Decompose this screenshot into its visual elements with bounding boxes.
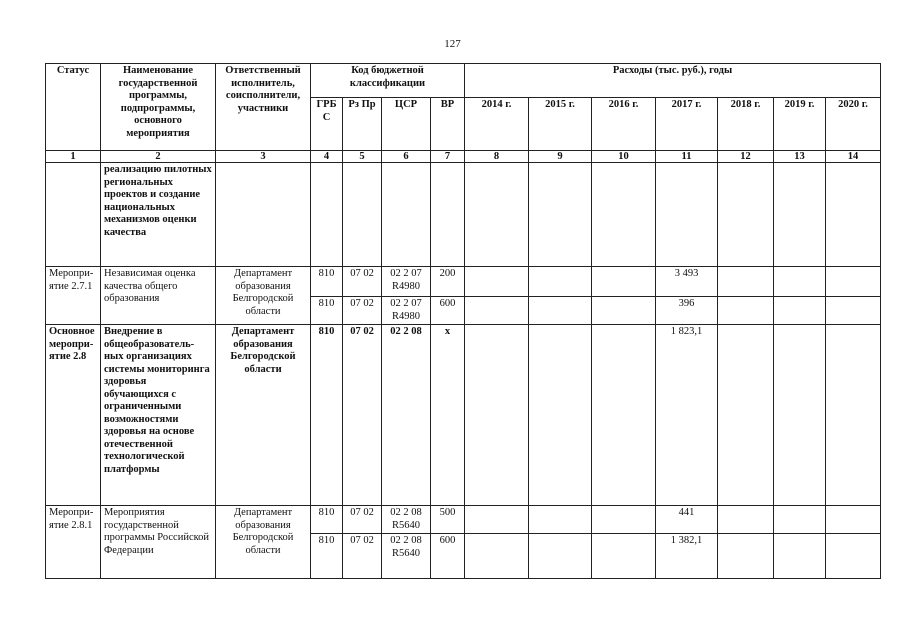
header-year: 2016 г. bbox=[592, 98, 656, 151]
table-row-m271-a bbox=[46, 267, 881, 297]
header-expenses: Расходы (тыс. руб.), годы bbox=[465, 64, 881, 98]
cell-vr: 200 bbox=[431, 267, 465, 297]
page-number: 127 bbox=[444, 38, 461, 50]
row-responsible: Департамент образования Белгородской области bbox=[216, 267, 311, 325]
cell-vr: х bbox=[431, 325, 465, 506]
cell-csr: 02 2 07 R4980 bbox=[382, 267, 431, 297]
header-name: Наименование государственной программы, подпрограммы, основного мероприятия bbox=[101, 64, 216, 151]
header-year: 2015 г. bbox=[529, 98, 592, 151]
header-vr: ВР bbox=[431, 98, 465, 151]
col-number: 4 bbox=[311, 151, 343, 163]
row-name: реализацию пилотных региональных проектов и создание национальных механизмов оценки качества bbox=[101, 163, 216, 267]
header-year: 2018 г. bbox=[718, 98, 774, 151]
header-year: 2014 г. bbox=[465, 98, 529, 151]
col-number: 2 bbox=[101, 151, 216, 163]
cell-grbs: 810 bbox=[311, 325, 343, 506]
col-number: 9 bbox=[529, 151, 592, 163]
cell-csr: 02 2 08 R5640 bbox=[382, 506, 431, 534]
cell-vr: 500 bbox=[431, 506, 465, 534]
header-grbs: ГРБ С bbox=[311, 98, 343, 151]
row-responsible: Департамент образования Белгородской области bbox=[216, 506, 311, 579]
cell-grbs: 810 bbox=[311, 534, 343, 579]
cell-csr: 02 2 07 R4980 bbox=[382, 297, 431, 325]
header-rzpr: Рз Пр bbox=[343, 98, 382, 151]
col-number: 13 bbox=[774, 151, 826, 163]
cell-2017: 3 493 bbox=[656, 267, 718, 297]
col-number: 6 bbox=[382, 151, 431, 163]
row-status: Меропри- ятие 2.7.1 bbox=[46, 267, 101, 325]
header-year: 2017 г. bbox=[656, 98, 718, 151]
header-status: Статус bbox=[46, 64, 101, 151]
header-year: 2020 г. bbox=[826, 98, 881, 151]
cell-grbs: 810 bbox=[311, 267, 343, 297]
cell-rzpr: 07 02 bbox=[343, 325, 382, 506]
header-row-1 bbox=[46, 64, 881, 98]
col-number: 14 bbox=[826, 151, 881, 163]
row-name: Мероприятия государственной программы Российской Федерации bbox=[101, 506, 216, 579]
header-year: 2019 г. bbox=[774, 98, 826, 151]
cell-2017: 441 bbox=[656, 506, 718, 534]
cell-rzpr: 07 02 bbox=[343, 267, 382, 297]
cell-2017: 1 382,1 bbox=[656, 534, 718, 579]
cell-grbs: 810 bbox=[311, 297, 343, 325]
cell-2017: 396 bbox=[656, 297, 718, 325]
cell-rzpr: 07 02 bbox=[343, 506, 382, 534]
col-number: 11 bbox=[656, 151, 718, 163]
table-row-m281-a bbox=[46, 506, 881, 534]
cell-csr: 02 2 08 R5640 bbox=[382, 534, 431, 579]
col-number: 5 bbox=[343, 151, 382, 163]
col-number: 3 bbox=[216, 151, 311, 163]
header-csr: ЦСР bbox=[382, 98, 431, 151]
cell-rzpr: 07 02 bbox=[343, 297, 382, 325]
cell-vr: 600 bbox=[431, 297, 465, 325]
col-number: 1 bbox=[46, 151, 101, 163]
row-name: Внедрение в общеобразователь- ных организациях системы мониторинга здоровья обучающихся с ограниченными возможностями здоровья на основе отечественной технологической платформы bbox=[101, 325, 216, 506]
cell-vr: 600 bbox=[431, 534, 465, 579]
header-budget-code: Код бюджетной классификации bbox=[311, 64, 465, 98]
cell-2017: 1 823,1 bbox=[656, 325, 718, 506]
column-number-row bbox=[46, 151, 881, 163]
budget-table bbox=[45, 63, 881, 579]
row-status: Меропри- ятие 2.8.1 bbox=[46, 506, 101, 579]
col-number: 7 bbox=[431, 151, 465, 163]
row-status: Основное меропри- ятие 2.8 bbox=[46, 325, 101, 506]
cell-grbs: 810 bbox=[311, 506, 343, 534]
header-responsible: Ответственный исполнитель, соисполнители, участники bbox=[216, 64, 311, 151]
col-number: 10 bbox=[592, 151, 656, 163]
cell-rzpr: 07 02 bbox=[343, 534, 382, 579]
col-number: 12 bbox=[718, 151, 774, 163]
cell-csr: 02 2 08 bbox=[382, 325, 431, 506]
row-responsible: Департамент образования Белгородской области bbox=[216, 325, 311, 506]
row-name: Независимая оценка качества общего образования bbox=[101, 267, 216, 325]
col-number: 8 bbox=[465, 151, 529, 163]
table-row-continuation bbox=[46, 163, 881, 267]
table-row-om28 bbox=[46, 325, 881, 506]
